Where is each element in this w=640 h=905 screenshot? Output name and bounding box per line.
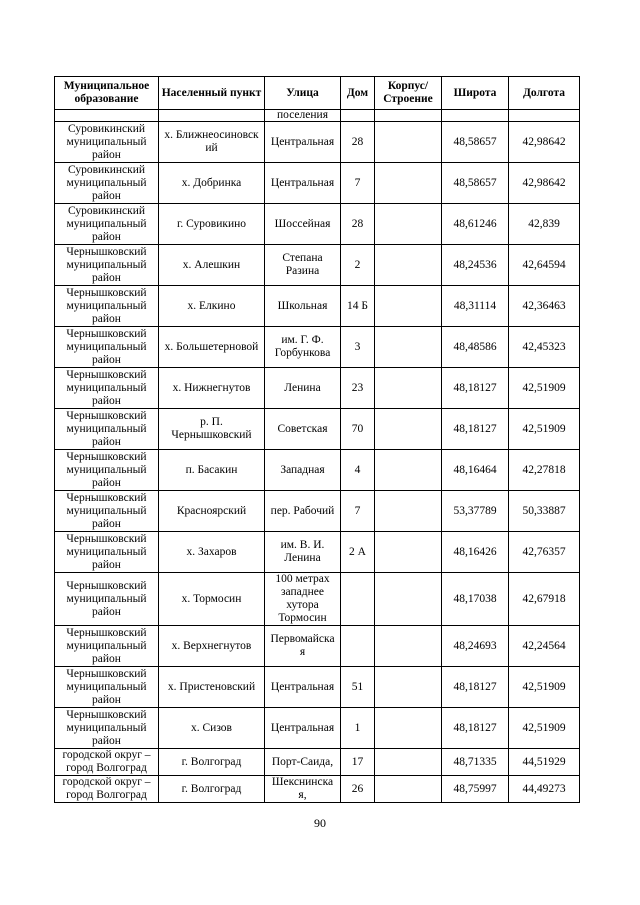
table-cell: Центральная xyxy=(265,667,341,708)
table-row xyxy=(55,491,580,532)
table-cell: Красноярский xyxy=(159,491,265,532)
table-cell: 48,18127 xyxy=(442,708,509,749)
table-cell: 44,51929 xyxy=(509,749,580,776)
table-cell: 50,33887 xyxy=(509,491,580,532)
table-cell: им. Г. Ф. Горбункова xyxy=(265,327,341,368)
table-cell: Чернышковский муниципальный район xyxy=(55,708,159,749)
table-cell: 42,51909 xyxy=(509,708,580,749)
table-cell: 48,61246 xyxy=(442,204,509,245)
table-cell xyxy=(375,110,442,122)
header-house: Дом xyxy=(341,77,375,110)
table-cell xyxy=(375,491,442,532)
table-cell: 28 xyxy=(341,204,375,245)
table-cell: 48,58657 xyxy=(442,163,509,204)
table-cell xyxy=(341,626,375,667)
table-cell xyxy=(375,163,442,204)
table-row xyxy=(55,163,580,204)
table-cell: 42,98642 xyxy=(509,122,580,163)
table-row xyxy=(55,204,580,245)
table-cell: Шоссейная xyxy=(265,204,341,245)
table-cell xyxy=(375,749,442,776)
table-cell: Школьная xyxy=(265,286,341,327)
table-cell: 23 xyxy=(341,368,375,409)
table-cell xyxy=(375,204,442,245)
table-cell: 14 Б xyxy=(341,286,375,327)
table-row xyxy=(55,532,580,573)
table-cell xyxy=(375,626,442,667)
header-latitude: Широта xyxy=(442,77,509,110)
table-cell xyxy=(55,110,159,122)
table-cell: х. Верхнегнутов xyxy=(159,626,265,667)
table-cell: 7 xyxy=(341,163,375,204)
table-cell: Центральная xyxy=(265,708,341,749)
table-cell: х. Тормосин xyxy=(159,573,265,626)
table-cell: 48,18127 xyxy=(442,667,509,708)
header-building: Корпус/ Строение xyxy=(375,77,442,110)
table-cell: 42,67918 xyxy=(509,573,580,626)
table-cell: Чернышковский муниципальный район xyxy=(55,626,159,667)
table-cell: х. Большетерновой xyxy=(159,327,265,368)
table-cell: 70 xyxy=(341,409,375,450)
table-cell: Чернышковский муниципальный район xyxy=(55,409,159,450)
header-settlement: Населенный пункт xyxy=(159,77,265,110)
table-cell: п. Басакин xyxy=(159,450,265,491)
table-cell: 48,18127 xyxy=(442,368,509,409)
table-cell: 1 xyxy=(341,708,375,749)
table-cell: 53,37789 xyxy=(442,491,509,532)
table-cell xyxy=(375,667,442,708)
table-row xyxy=(55,450,580,491)
table-cell xyxy=(375,532,442,573)
table-cell: Чернышковский муниципальный район xyxy=(55,286,159,327)
continuation-row xyxy=(55,110,580,122)
table-cell: х. Добринка xyxy=(159,163,265,204)
table-cell: пер. Рабочий xyxy=(265,491,341,532)
table-cell: 42,27818 xyxy=(509,450,580,491)
table-cell: х. Захаров xyxy=(159,532,265,573)
table-cell: Суровикинский муниципальный район xyxy=(55,204,159,245)
table-cell: 42,51909 xyxy=(509,667,580,708)
table-cell xyxy=(375,368,442,409)
table-cell: 48,24693 xyxy=(442,626,509,667)
table-cell: 48,18127 xyxy=(442,409,509,450)
table-cell: 51 xyxy=(341,667,375,708)
table-cell: 42,64594 xyxy=(509,245,580,286)
table-cell: Шекснинска я, xyxy=(265,776,341,803)
table-cell: 48,17038 xyxy=(442,573,509,626)
table-cell: х. Пристеновский xyxy=(159,667,265,708)
table-cell xyxy=(375,409,442,450)
table-cell: 42,24564 xyxy=(509,626,580,667)
table-cell: 2 А xyxy=(341,532,375,573)
locations-table xyxy=(54,76,580,803)
table-cell xyxy=(375,573,442,626)
table-cell xyxy=(375,450,442,491)
table-cell: 44,49273 xyxy=(509,776,580,803)
table-cell: 42,51909 xyxy=(509,368,580,409)
table-cell: 26 xyxy=(341,776,375,803)
table-cell: 7 xyxy=(341,491,375,532)
table-cell xyxy=(509,110,580,122)
table-cell: Суровикинский муниципальный район xyxy=(55,163,159,204)
table-cell: Чернышковский муниципальный район xyxy=(55,327,159,368)
table-cell: 42,76357 xyxy=(509,532,580,573)
table-cell xyxy=(341,110,375,122)
table-row xyxy=(55,245,580,286)
table-cell: городской округ – город Волгоград xyxy=(55,776,159,803)
table-cell xyxy=(375,245,442,286)
table-cell: 42,51909 xyxy=(509,409,580,450)
table-cell: 4 xyxy=(341,450,375,491)
table-body xyxy=(55,110,580,803)
table-row xyxy=(55,749,580,776)
table-cell xyxy=(375,776,442,803)
table-cell xyxy=(442,110,509,122)
table-cell: Центральная xyxy=(265,163,341,204)
table-cell: р. П. Чернышковский xyxy=(159,409,265,450)
table-row xyxy=(55,286,580,327)
table-cell: 42,45323 xyxy=(509,327,580,368)
table-cell: 28 xyxy=(341,122,375,163)
table-cell: Чернышковский муниципальный район xyxy=(55,532,159,573)
table-cell: 3 xyxy=(341,327,375,368)
page-number: 90 xyxy=(314,816,326,830)
table-cell: городской округ – город Волгоград xyxy=(55,749,159,776)
table-row xyxy=(55,708,580,749)
table-cell: х. Ближнеосиновск ий xyxy=(159,122,265,163)
table-cell: Западная xyxy=(265,450,341,491)
table-cell: 48,75997 xyxy=(442,776,509,803)
table-cell xyxy=(341,573,375,626)
table-cell: г. Волгоград xyxy=(159,749,265,776)
table-cell: Первомайска я xyxy=(265,626,341,667)
header-longitude: Долгота xyxy=(509,77,580,110)
table-cell: г. Суровикино xyxy=(159,204,265,245)
table-cell: х. Нижнегнутов xyxy=(159,368,265,409)
table-cell: х. Елкино xyxy=(159,286,265,327)
table-cell: им. В. И. Ленина xyxy=(265,532,341,573)
table-cell: 48,58657 xyxy=(442,122,509,163)
table-row xyxy=(55,776,580,803)
table-cell: поселения xyxy=(265,110,341,122)
table-cell: х. Алешкин xyxy=(159,245,265,286)
table-cell: Советская xyxy=(265,409,341,450)
table-cell: 48,71335 xyxy=(442,749,509,776)
table-cell: Ленина xyxy=(265,368,341,409)
table-row xyxy=(55,327,580,368)
table-cell: Суровикинский муниципальный район xyxy=(55,122,159,163)
table-cell: 42,36463 xyxy=(509,286,580,327)
table-cell: 42,98642 xyxy=(509,163,580,204)
table-cell: 48,24536 xyxy=(442,245,509,286)
header-municipality: Муниципальное образование xyxy=(55,77,159,110)
table-cell: Степана Разина xyxy=(265,245,341,286)
table-cell: х. Сизов xyxy=(159,708,265,749)
table-cell: 100 метрах западнее хутора Тормосин xyxy=(265,573,341,626)
table-cell xyxy=(375,327,442,368)
table-cell: Чернышковский муниципальный район xyxy=(55,368,159,409)
table-row xyxy=(55,368,580,409)
table-cell: Порт-Саида, xyxy=(265,749,341,776)
table-cell xyxy=(159,110,265,122)
table-cell: Чернышковский муниципальный район xyxy=(55,245,159,286)
table-cell: 48,31114 xyxy=(442,286,509,327)
table-cell: 42,839 xyxy=(509,204,580,245)
table-cell: Чернышковский муниципальный район xyxy=(55,491,159,532)
table-row xyxy=(55,122,580,163)
table-cell: 48,16426 xyxy=(442,532,509,573)
table-cell: Чернышковский муниципальный район xyxy=(55,573,159,626)
table-cell: 2 xyxy=(341,245,375,286)
table-row xyxy=(55,409,580,450)
table-cell: Чернышковский муниципальный район xyxy=(55,450,159,491)
table-cell: Чернышковский муниципальный район xyxy=(55,667,159,708)
table-cell: 48,16464 xyxy=(442,450,509,491)
table-cell xyxy=(375,286,442,327)
table-cell: г. Волгоград xyxy=(159,776,265,803)
table-cell: Центральная xyxy=(265,122,341,163)
header-street: Улица xyxy=(265,77,341,110)
table-cell xyxy=(375,122,442,163)
table-cell: 48,48586 xyxy=(442,327,509,368)
table-row xyxy=(55,667,580,708)
table-row xyxy=(55,573,580,626)
table-header-row xyxy=(55,77,580,110)
table-row xyxy=(55,626,580,667)
table-cell xyxy=(375,708,442,749)
table-cell: 17 xyxy=(341,749,375,776)
